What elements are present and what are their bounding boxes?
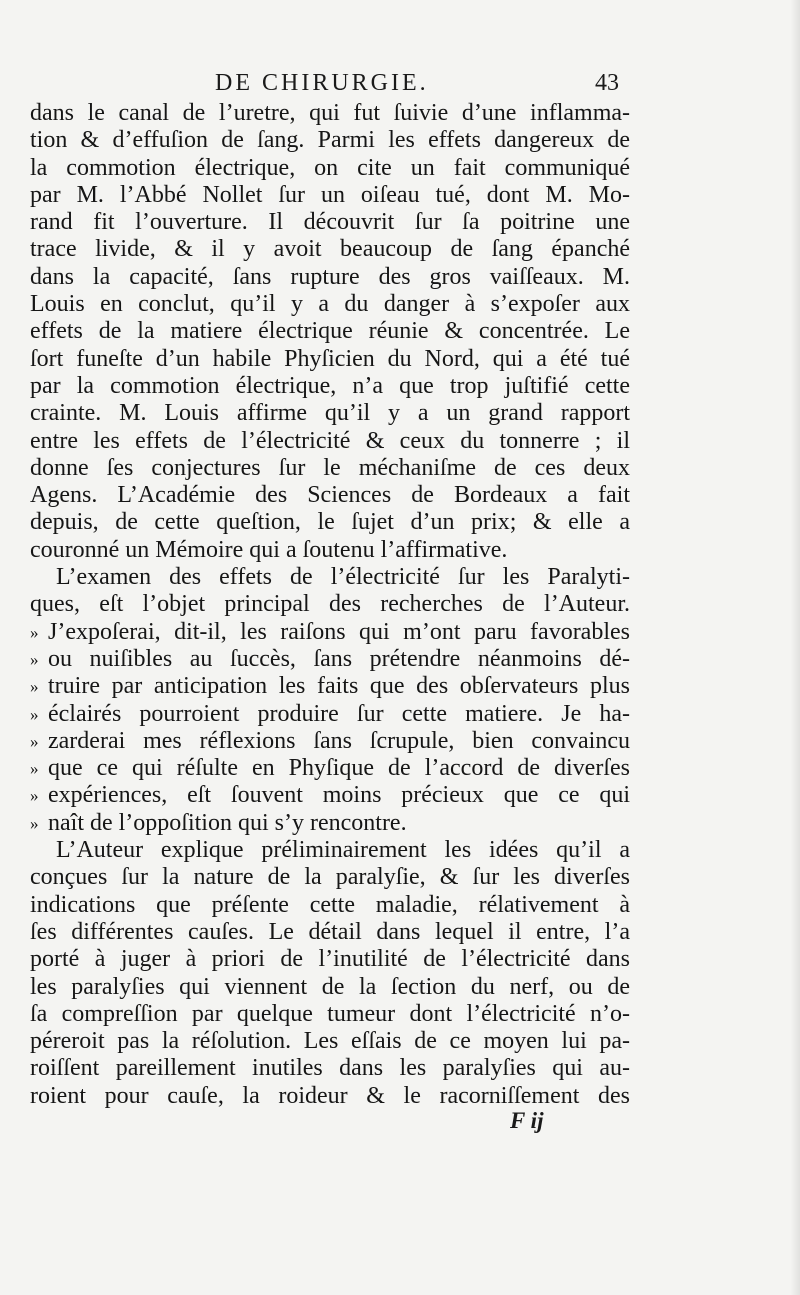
text-line: tion & d’effuſion de ſang. Parmi les effets dangereux de xyxy=(30,127,630,154)
text-line: entre les effets de l’électricité & ceux du tonnerre ; il xyxy=(30,427,630,454)
text-line: couronné un Mémoire qui a ſoutenu l’affirmative. xyxy=(30,536,508,563)
quote-line: » naît de l’oppoſition qui s’y rencontre. xyxy=(30,810,630,837)
text-line: dans la capacité, ſans rupture des gros vaiſſeaux. M. xyxy=(30,263,630,290)
text-line: ques, eſt l’objet principal des recherches de l’Auteur. xyxy=(30,591,630,618)
text-line: par M. l’Abbé Nollet ſur un oiſeau tué, dont M. Mo- xyxy=(30,181,630,208)
quote-line: » que ce qui réſulte en Phyſique de l’accord de diverſes xyxy=(30,755,630,782)
text-line: donne ſes conjectures ſur le méchaniſme de ces deux xyxy=(30,454,630,481)
body-text xyxy=(30,100,630,1110)
quote-line: » zarderai mes réflexions ſans ſcrupule, bien convaincu xyxy=(30,728,630,755)
text-line: L’examen des effets de l’électricité ſur les Paralyti- xyxy=(56,564,630,591)
text-line: péreroit pas la réſolution. Les eſſais de ce moyen lui pa- xyxy=(30,1028,630,1055)
text-line: ſort funeſte d’un habile Phyſicien du Nord, qui a été tué xyxy=(30,345,630,372)
text-line: conçues ſur la nature de la paralyſie, & ſur les diverſes xyxy=(30,864,630,891)
quote-line: » J’expoſerai, dit-il, les raiſons qui m’ont paru favorables xyxy=(30,619,630,646)
quote-line: » éclairés pourroient produire ſur cette matiere. Je ha- xyxy=(30,701,630,728)
quote-line: » ou nuiſibles au ſuccès, ſans prétendre néanmoins dé- xyxy=(30,646,630,673)
text-line: ſes différentes cauſes. Le détail dans lequel il entre, l’a xyxy=(30,918,630,945)
signature-mark: F ij xyxy=(510,1108,544,1133)
text-line: les paralyſies qui viennent de la ſection du nerf, ou de xyxy=(30,973,630,1000)
text-line: indications que préſente cette maladie, rélativement à xyxy=(30,891,630,918)
text-line: ſa compreſſion par quelque tumeur dont l’électricité n’o- xyxy=(30,1000,630,1027)
text-line: effets de la matiere électrique réunie & concentrée. Le xyxy=(30,318,630,345)
text-line: roient pour cauſe, la roideur & le racorniſſement des xyxy=(30,1082,630,1109)
text-line: depuis, de cette queſtion, le ſujet d’un prix; & elle a xyxy=(30,509,630,536)
text-line: par la commotion électrique, n’a que trop juſtifié cette xyxy=(30,372,630,399)
text-line: roiſſent pareillement inutiles dans les paralyſies qui au- xyxy=(30,1055,630,1082)
running-head: DE CHIRURGIE. xyxy=(215,70,429,96)
quote-line: » expériences, eſt ſouvent moins précieux que ce qui xyxy=(30,782,630,809)
text-line: Louis en conclut, qu’il y a du danger à s’expoſer aux xyxy=(30,291,630,318)
text-line: trace livide, & il y avoit beaucoup de ſang épanché xyxy=(30,236,630,263)
text-line: dans le canal de l’uretre, qui fut ſuivie d’une inflamma- xyxy=(30,100,630,126)
quote-line: » truire par anticipation les faits que des obſervateurs plus xyxy=(30,673,630,700)
page-number: 43 xyxy=(595,70,619,96)
text-line: Agens. L’Académie des Sciences de Bordeaux a fait xyxy=(30,482,630,509)
text-line: crainte. M. Louis affirme qu’il y a un grand rapport xyxy=(30,400,630,427)
text-line: porté à juger à priori de l’inutilité de l’électricité dans xyxy=(30,946,630,973)
text-line: la commotion électrique, on cite un fait communiqué xyxy=(30,154,630,181)
text-line: L’Auteur explique préliminairement les idées qu’il a xyxy=(56,837,630,864)
text-line: rand fit l’ouverture. Il découvrit ſur ſa poitrine une xyxy=(30,209,630,236)
